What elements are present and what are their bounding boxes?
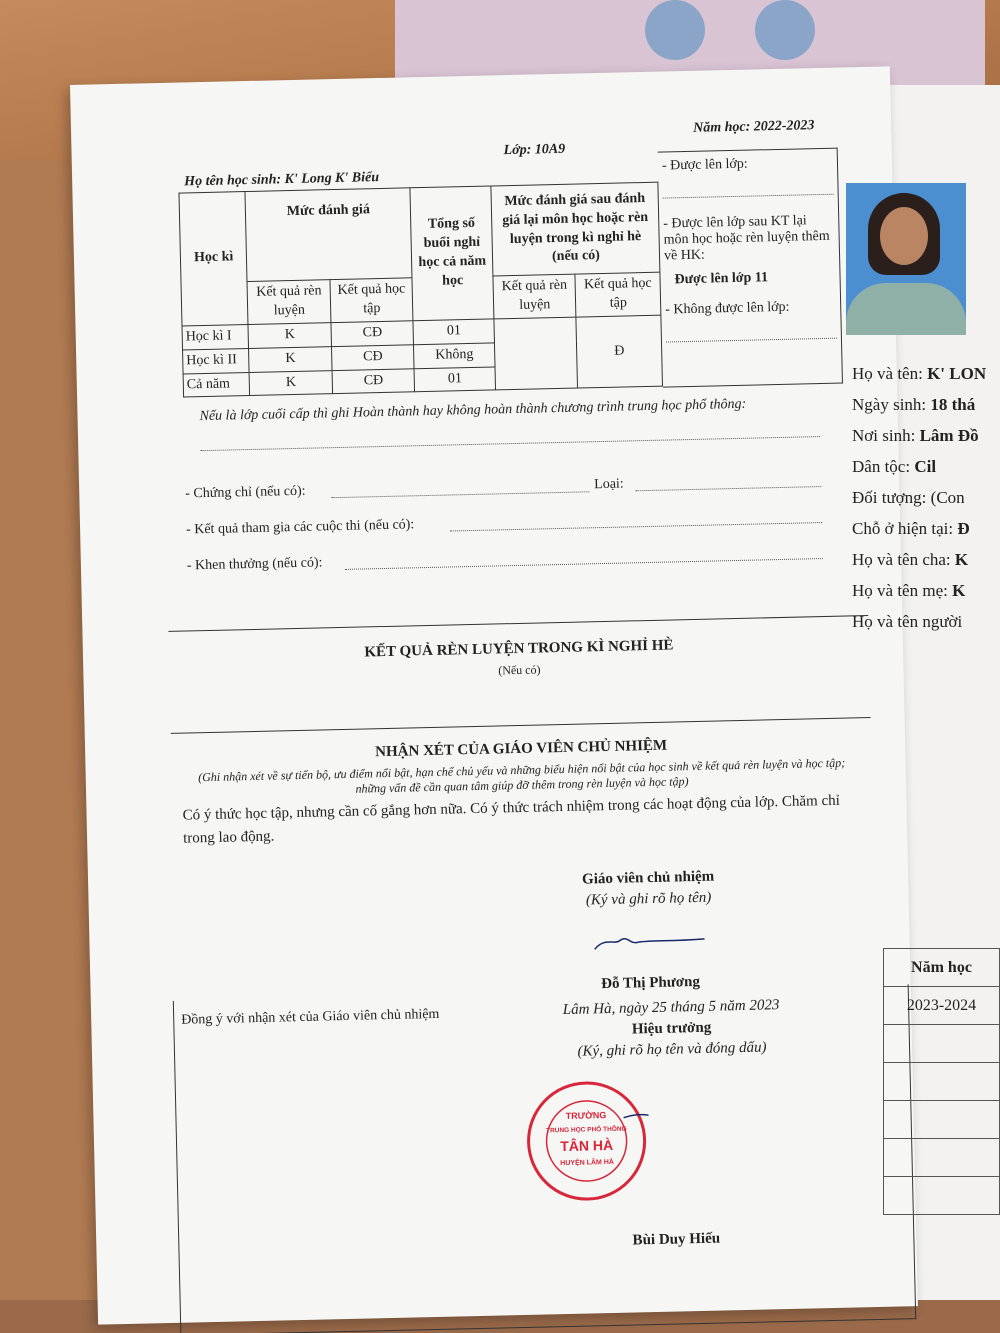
- field-value: 18 thá: [930, 395, 976, 414]
- field-label: Dân tộc:: [852, 457, 911, 476]
- right-field: [852, 395, 975, 415]
- col-eval: Mức đánh giá: [245, 188, 412, 282]
- teacher-comment-text: Có ý thức học tập, nhưng cần cố gắng hơn nữa. Có ý thức trách nhiệm trong các hoạt động của lớp. Chăm chỉ trong lao động.: [182, 792, 841, 847]
- svg-text:HUYỆN LÂM HÀ: HUYỆN LÂM HÀ: [560, 1158, 614, 1168]
- dotted-line: [345, 558, 823, 570]
- col-re-conduct: Kết quả rèn luyện: [493, 274, 576, 319]
- year-empty-cell: [884, 1025, 1000, 1063]
- year-empty-cell: [884, 1177, 1000, 1215]
- promotion-box: [658, 148, 843, 388]
- field-label: Họ và tên:: [852, 364, 923, 383]
- dotted-line: [200, 436, 820, 451]
- field-value: K: [952, 581, 966, 600]
- promoted-value: Được lên lớp 11: [674, 270, 769, 288]
- semester-cell: Học kì I: [182, 324, 249, 349]
- col-absences: Tổng số buổi nghỉ học cả năm học: [410, 186, 493, 321]
- field-value: K' LON: [927, 364, 987, 383]
- agree-text: Đồng ý với nhận xét của Giáo viên chủ nhiệm: [181, 1006, 440, 1028]
- field-label: Đối tượng:: [852, 488, 927, 507]
- place-date: Lâm Hà, ngày 25 tháng 5 năm 2023: [562, 997, 780, 1019]
- portrait-shirt: [846, 283, 966, 335]
- field-label: Họ và tên người: [852, 612, 963, 631]
- teacher-signature-icon: [589, 925, 710, 958]
- portrait-face: [880, 207, 928, 265]
- field-label: Họ và tên cha:: [852, 550, 951, 569]
- competitions-label: - Kết quả tham gia các cuộc thi (nếu có):: [185, 517, 415, 538]
- report-card-page: [70, 66, 918, 1324]
- dotted-line: [635, 486, 821, 491]
- principal-name: Bùi Duy Hiếu: [632, 1230, 721, 1249]
- svg-text:TRƯỜNG: TRƯỜNG: [565, 1110, 607, 1122]
- right-field: [852, 519, 970, 539]
- year-empty-cell: [884, 1139, 1000, 1177]
- field-label: Ngày sinh:: [852, 395, 927, 414]
- year-header: Năm học: [884, 949, 1000, 987]
- photo-face: [755, 0, 815, 60]
- conduct-cell: K: [248, 322, 331, 348]
- certificate-label: - Chứng chỉ (nếu có):: [185, 483, 306, 502]
- teacher-hint: (Ký và ghi rõ họ tên): [585, 889, 712, 909]
- school-year: Năm học: 2022-2023: [692, 118, 815, 136]
- type-label: Loại:: [594, 476, 624, 493]
- divider: [171, 717, 871, 734]
- semester-cell: Học kì II: [183, 348, 250, 373]
- teacher-comment-instruction: (Ghi nhận xét về sự tiến bộ, ưu điểm nổi bật, hạn chế chủ yếu và những biểu hiện nổi bật của học sinh về kết quả rèn luyện và học tập; những vấn đề cần quan tâm giúp đỡ thêm trong rèn luyện và học tập): [198, 755, 846, 796]
- teacher-name: Đỗ Thị Phương: [600, 973, 701, 993]
- divider: [168, 615, 868, 632]
- principal-hint: (Ký, ghi rõ họ tên và đóng dấu): [577, 1039, 767, 1060]
- field-value: Đ: [957, 519, 970, 538]
- student-portrait: [846, 183, 966, 335]
- absences-cell: 01: [414, 366, 495, 392]
- teacher-signature-block: [528, 867, 771, 994]
- dotted-line: [450, 522, 822, 531]
- school-seal-icon: [523, 1077, 651, 1205]
- re-study-cell: Đ: [576, 315, 662, 389]
- year-value: 2023-2024: [884, 987, 1000, 1025]
- principal-role: Hiệu trưởng: [631, 1019, 712, 1038]
- study-cell: CĐ: [332, 368, 415, 394]
- school-year-table: [883, 948, 1000, 1215]
- col-re-study: Kết quả học tập: [575, 272, 660, 317]
- year-empty-cell: [884, 1101, 1000, 1139]
- field-value: Lâm Đồ: [919, 426, 979, 445]
- student-name: Họ tên học sinh: K' Long K' Biểu: [184, 170, 380, 190]
- year-empty-cell: [884, 1063, 1000, 1101]
- class-label: Lớp: 10A9: [503, 141, 566, 159]
- field-value: Cil: [914, 457, 937, 476]
- col-reeval: Mức đánh giá sau đánh giá lại môn học hoặc rèn luyện trong kì nghỉ hè (nếu có): [491, 182, 660, 276]
- col-semester: Học kì: [179, 192, 248, 326]
- dotted-line: [666, 323, 837, 343]
- right-field: [852, 488, 965, 508]
- not-promoted-label: - Không được lên lớp:: [665, 299, 790, 318]
- photo-face: [645, 0, 705, 60]
- absences-cell: Không: [414, 343, 495, 369]
- right-field: [852, 364, 986, 384]
- final-grade-note: Nếu là lớp cuối cấp thì ghi Hoàn thành hay không hoàn thành chương trình trung học phổ thông:: [199, 396, 747, 425]
- semester-cell: Cả năm: [183, 372, 250, 397]
- field-label: Nơi sinh:: [852, 426, 916, 445]
- principal-signature-block: [521, 996, 822, 1062]
- right-field: [852, 581, 965, 601]
- study-cell: CĐ: [331, 321, 414, 347]
- teacher-role: Giáo viên chủ nhiệm: [581, 868, 715, 888]
- dotted-line: [662, 179, 833, 199]
- field-value: K: [954, 550, 969, 569]
- right-field: [852, 457, 936, 477]
- right-field: [852, 612, 962, 632]
- promoted-label: - Được lên lớp:: [661, 156, 748, 174]
- summer-title: KẾT QUẢ RÈN LUYỆN TRONG KÌ NGHỈ HÈ: [364, 637, 674, 661]
- dotted-line: [331, 491, 589, 498]
- summer-subtitle: (Nếu có): [498, 662, 541, 678]
- re-conduct-cell: [494, 317, 578, 391]
- field-label: Chỗ ở hiện tại:: [852, 519, 954, 538]
- col-study: Kết quả học tập: [330, 278, 413, 323]
- right-field: [852, 426, 979, 446]
- study-cell: CĐ: [331, 344, 414, 370]
- field-label: Họ và tên mẹ:: [852, 581, 948, 600]
- col-conduct: Kết quả rèn luyện: [247, 280, 330, 325]
- teacher-comment-title: NHẬN XÉT CỦA GIÁO VIÊN CHỦ NHIỆM: [375, 737, 668, 761]
- promoted-after-label: - Được lên lớp sau KT lại môn học hoặc rèn luyện thêm về HK:: [663, 213, 830, 264]
- grade-table: [178, 182, 663, 398]
- conduct-cell: K: [249, 346, 332, 372]
- absences-cell: 01: [413, 319, 494, 345]
- awards-label: - Khen thưởng (nếu có):: [186, 555, 323, 574]
- svg-text:TRUNG HỌC PHỔ THÔNG: TRUNG HỌC PHỔ THÔNG: [546, 1125, 627, 1135]
- conduct-cell: K: [249, 370, 332, 396]
- field-value: (Con: [930, 488, 965, 507]
- svg-text:TÂN HÀ: TÂN HÀ: [560, 1136, 614, 1155]
- right-field: [852, 550, 968, 570]
